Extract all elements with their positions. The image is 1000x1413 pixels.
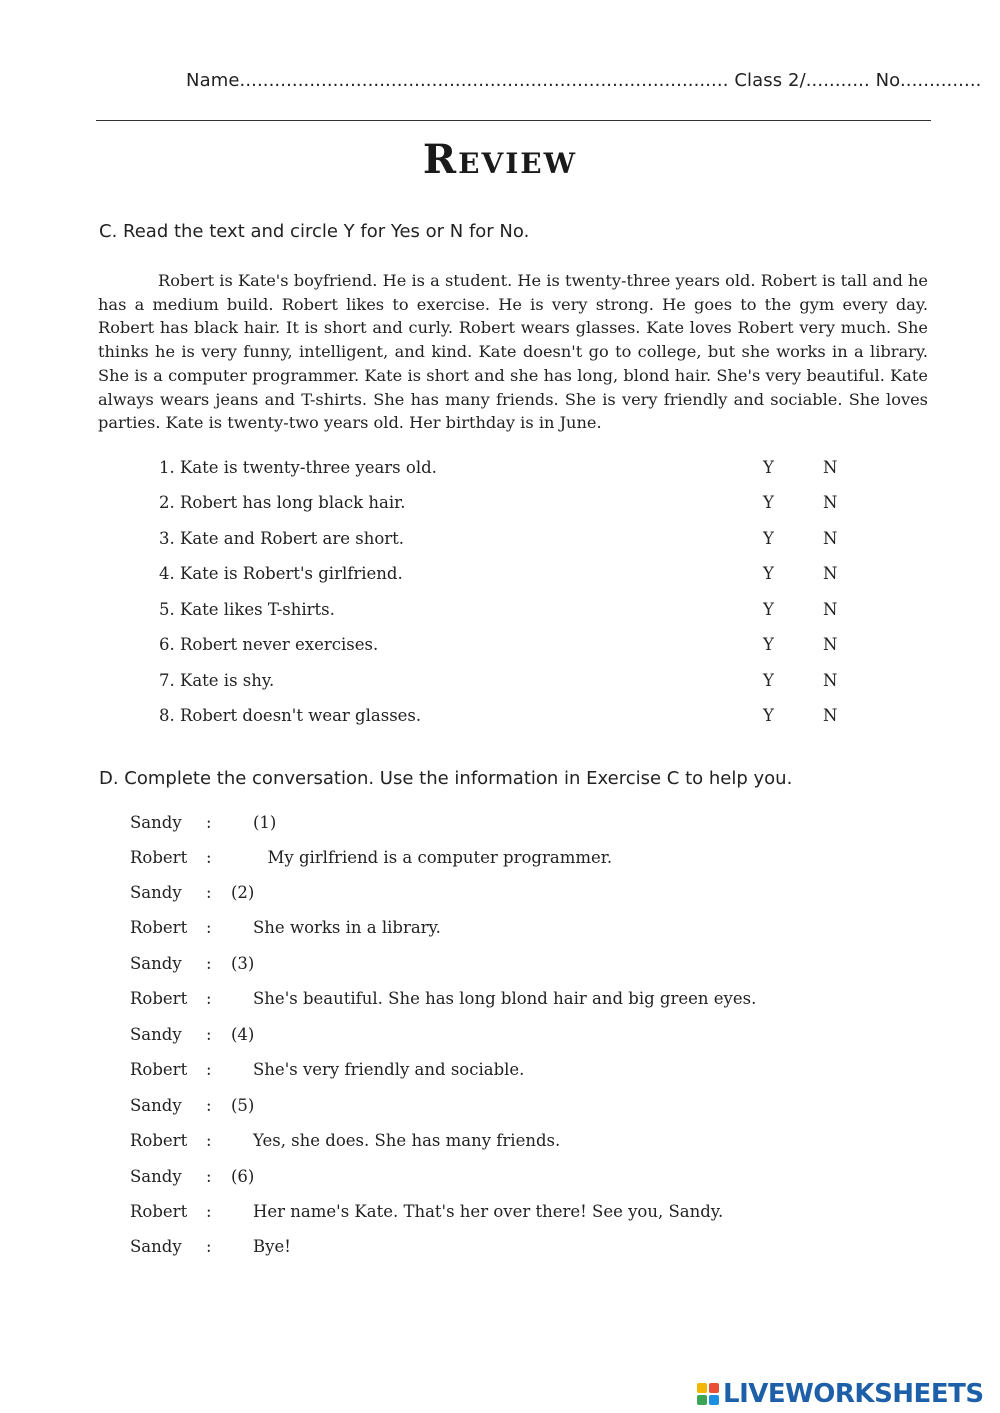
yes-option[interactable]: Y: [763, 458, 774, 477]
statement-text: 2. Robert has long black hair.: [159, 493, 406, 512]
dialogue-line: [130, 1202, 910, 1226]
speaker-name: Sandy: [130, 954, 182, 973]
statement-text: 6. Robert never exercises.: [159, 635, 379, 654]
logo-square: [709, 1383, 719, 1393]
speaker-name: Robert: [130, 1060, 188, 1079]
speaker-name: Sandy: [130, 813, 182, 832]
dialogue-line: [130, 1025, 910, 1049]
no-option[interactable]: N: [823, 671, 838, 690]
dialogue-text: She's beautiful. She has long blond hair and big green eyes.: [253, 989, 757, 1008]
dialogue-text[interactable]: (6): [231, 1167, 255, 1186]
statement-text: 4. Kate is Robert's girlfriend.: [159, 564, 403, 583]
speaker-name: Robert: [130, 1202, 188, 1221]
dialogue-line: [130, 1131, 910, 1155]
dialogue-text[interactable]: (2): [231, 883, 255, 902]
speaker-name: Robert: [130, 989, 188, 1008]
speaker-name: Robert: [130, 1131, 188, 1150]
speaker-name: Sandy: [130, 1025, 182, 1044]
yes-option[interactable]: Y: [763, 493, 774, 512]
liveworksheets-logo[interactable]: [697, 1376, 984, 1412]
yes-option[interactable]: Y: [763, 600, 774, 619]
speaker-name: Robert: [130, 918, 188, 937]
logo-square: [697, 1395, 707, 1405]
section-d-instruction: D. Complete the conversation. Use the information in Exercise C to help you.: [99, 768, 793, 789]
dialogue-text: Bye!: [253, 1237, 291, 1256]
statement-item: [159, 529, 859, 553]
page-title: Review: [422, 136, 578, 183]
speaker-colon: :: [206, 813, 212, 832]
no-option[interactable]: N: [823, 706, 838, 725]
statement-text: 3. Kate and Robert are short.: [159, 529, 405, 548]
dialogue-line: [130, 848, 910, 872]
speaker-colon: :: [206, 1237, 212, 1256]
statement-text: 7. Kate is shy.: [159, 671, 275, 690]
statement-item: [159, 493, 859, 517]
yes-option[interactable]: Y: [763, 529, 774, 548]
dialogue-line: [130, 1167, 910, 1191]
statement-item: [159, 706, 859, 730]
statement-item: [159, 600, 859, 624]
dialogue-text: She's very friendly and sociable.: [253, 1060, 525, 1079]
statement-text: 8. Robert doesn't wear glasses.: [159, 706, 422, 725]
no-option[interactable]: N: [823, 493, 838, 512]
no-option[interactable]: N: [823, 458, 838, 477]
speaker-colon: :: [206, 1096, 212, 1115]
speaker-name: Robert: [130, 848, 188, 867]
statement-item: [159, 671, 859, 695]
section-c-instruction: C. Read the text and circle Y for Yes or N for No.: [99, 221, 530, 242]
statement-text: 1. Kate is twenty-three years old.: [159, 458, 437, 477]
dialogue-line: [130, 1096, 910, 1120]
speaker-colon: :: [206, 1167, 212, 1186]
statement-item: [159, 635, 859, 659]
speaker-colon: :: [206, 954, 212, 973]
logo-square: [709, 1395, 719, 1405]
speaker-name: Sandy: [130, 1096, 182, 1115]
dialogue-text: Her name's Kate. That's her over there! See you, Sandy.: [253, 1202, 724, 1221]
logo-square: [697, 1383, 707, 1393]
speaker-name: Sandy: [130, 1167, 182, 1186]
dialogue-line: [130, 954, 910, 978]
statement-item: [159, 564, 859, 588]
speaker-colon: :: [206, 848, 212, 867]
yes-option[interactable]: Y: [763, 564, 774, 583]
name-class-number-line: Name.................................................................................... Class 2/........... No..............: [186, 70, 982, 91]
statement-text: 5. Kate likes T-shirts.: [159, 600, 335, 619]
dialogue-text: Yes, she does. She has many friends.: [253, 1131, 561, 1150]
speaker-colon: :: [206, 883, 212, 902]
no-option[interactable]: N: [823, 529, 838, 548]
speaker-colon: :: [206, 1025, 212, 1044]
dialogue-text[interactable]: (1): [253, 813, 277, 832]
yes-option[interactable]: Y: [763, 706, 774, 725]
dialogue-text[interactable]: (3): [231, 954, 255, 973]
statement-item: [159, 458, 859, 482]
header-divider: [96, 120, 931, 121]
dialogue-line: [130, 918, 910, 942]
dialogue-line: [130, 989, 910, 1013]
no-option[interactable]: N: [823, 600, 838, 619]
speaker-name: Sandy: [130, 1237, 182, 1256]
speaker-colon: :: [206, 1131, 212, 1150]
speaker-colon: :: [206, 1060, 212, 1079]
yes-option[interactable]: Y: [763, 635, 774, 654]
dialogue-line: [130, 883, 910, 907]
logo-text: LIVEWORKSHEETS: [723, 1379, 984, 1409]
reading-passage: Robert is Kate's boyfriend. He is a student. He is twenty-three years old. Robert is tall and he has a medium build. Robert likes to exercise. He is very strong. He goes to the gym every day. Robert has black hair. It is short and curly. Robert wears glasses. Kate loves Robert very much. She thinks he is very funny, intelligent, and kind. Kate doesn't go to college, but she works in a library. She is a computer programmer. Kate is short and she has long, blond hair. She's very beautiful. Kate always wears jeans and T-shirts. She has many friends. She is very friendly and sociable. She loves parties. Kate is twenty-two years old. Her birthday is in June.: [98, 271, 928, 433]
dialogue-line: [130, 1060, 910, 1084]
no-option[interactable]: N: [823, 564, 838, 583]
speaker-colon: :: [206, 989, 212, 1008]
no-option[interactable]: N: [823, 635, 838, 654]
speaker-name: Sandy: [130, 883, 182, 902]
dialogue-line: [130, 1237, 910, 1261]
dialogue-text: She works in a library.: [253, 918, 441, 937]
dialogue-line: [130, 813, 910, 837]
speaker-colon: :: [206, 918, 212, 937]
dialogue-text[interactable]: (5): [231, 1096, 255, 1115]
logo-mark-icon: [697, 1383, 719, 1405]
dialogue-text: My girlfriend is a computer programmer.: [257, 848, 613, 867]
dialogue-text[interactable]: (4): [231, 1025, 255, 1044]
yes-option[interactable]: Y: [763, 671, 774, 690]
speaker-colon: :: [206, 1202, 212, 1221]
